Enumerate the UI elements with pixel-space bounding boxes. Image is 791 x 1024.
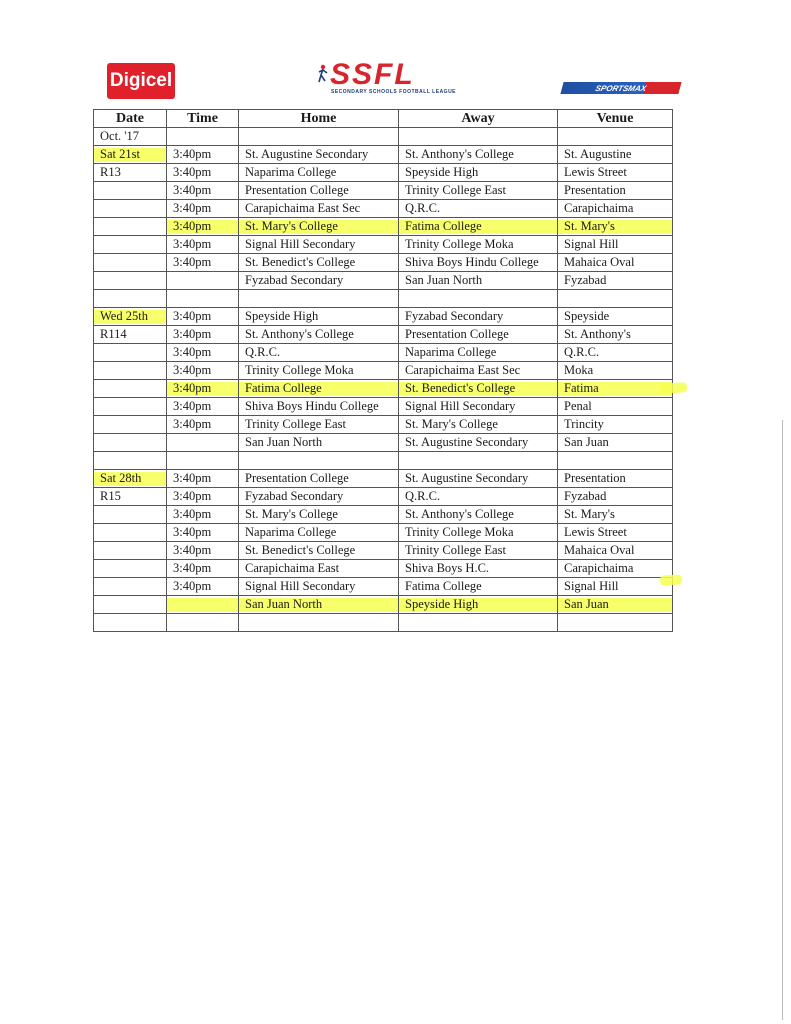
cell-time: 3:40pm <box>167 488 239 506</box>
cell-date <box>94 434 167 452</box>
header-row <box>94 110 673 128</box>
table-row <box>94 596 673 614</box>
cell-venue: Carapichaima <box>558 200 673 218</box>
cell-time: 3:40pm <box>167 236 239 254</box>
cell-away: Trinity College East <box>399 182 558 200</box>
column-header-date: Date <box>94 110 167 128</box>
cell-venue: Mahaica Oval <box>558 254 673 272</box>
scan-edge <box>782 420 783 1020</box>
cell-time: 3:40pm <box>167 308 239 326</box>
cell-venue: St. Mary's <box>558 506 673 524</box>
cell-home: Carapichaima East <box>239 560 399 578</box>
table-row <box>94 218 673 236</box>
cell-home: Trinity College Moka <box>239 362 399 380</box>
cell-date <box>94 344 167 362</box>
table-row <box>94 380 673 398</box>
cell-date: Sat 28th <box>94 470 167 488</box>
cell-date <box>94 506 167 524</box>
cell-venue <box>558 128 673 146</box>
cell-away: Fatima College <box>399 218 558 236</box>
cell-home: Speyside High <box>239 308 399 326</box>
cell-venue: Trincity <box>558 416 673 434</box>
cell-time: 3:40pm <box>167 578 239 596</box>
cell-date <box>94 524 167 542</box>
cell-date <box>94 398 167 416</box>
table-row <box>94 326 673 344</box>
cell-time <box>167 128 239 146</box>
column-header-venue: Venue <box>558 110 673 128</box>
cell-away: Fatima College <box>399 578 558 596</box>
cell-home: Trinity College East <box>239 416 399 434</box>
cell-time <box>167 452 239 470</box>
cell-time: 3:40pm <box>167 416 239 434</box>
cell-away: San Juan North <box>399 272 558 290</box>
league-name: SECONDARY SCHOOLS FOOTBALL LEAGUE <box>330 89 457 95</box>
cell-home <box>239 614 399 632</box>
table-row <box>94 524 673 542</box>
table-row <box>94 578 673 596</box>
cell-away: St. Benedict's College <box>399 380 558 398</box>
cell-home: Naparima College <box>239 164 399 182</box>
cell-home: St. Mary's College <box>239 218 399 236</box>
table-row <box>94 236 673 254</box>
cell-date <box>94 380 167 398</box>
cell-away: St. Augustine Secondary <box>399 470 558 488</box>
table-row <box>94 434 673 452</box>
cell-away: Fyzabad Secondary <box>399 308 558 326</box>
cell-venue <box>558 452 673 470</box>
cell-venue: Lewis Street <box>558 164 673 182</box>
cell-home <box>239 128 399 146</box>
cell-venue: Signal Hill <box>558 236 673 254</box>
cell-home: San Juan North <box>239 596 399 614</box>
cell-venue: Mahaica Oval <box>558 542 673 560</box>
cell-venue: Presentation <box>558 182 673 200</box>
cell-venue: Fatima <box>558 380 673 398</box>
table-row <box>94 362 673 380</box>
cell-home: Q.R.C. <box>239 344 399 362</box>
cell-venue: Lewis Street <box>558 524 673 542</box>
table-row <box>94 200 673 218</box>
cell-time <box>167 272 239 290</box>
cell-venue <box>558 614 673 632</box>
cell-venue: St. Mary's <box>558 218 673 236</box>
cell-away: St. Anthony's College <box>399 506 558 524</box>
cell-away: Shiva Boys H.C. <box>399 560 558 578</box>
cell-time: 3:40pm <box>167 200 239 218</box>
cell-away: Q.R.C. <box>399 488 558 506</box>
cell-time: 3:40pm <box>167 524 239 542</box>
cell-time: 3:40pm <box>167 326 239 344</box>
table-row <box>94 164 673 182</box>
cell-home: Signal Hill Secondary <box>239 236 399 254</box>
cell-time: 3:40pm <box>167 506 239 524</box>
cell-away: Q.R.C. <box>399 200 558 218</box>
cell-away <box>399 452 558 470</box>
cell-date: R13 <box>94 164 167 182</box>
cell-time: 3:40pm <box>167 164 239 182</box>
cell-time <box>167 614 239 632</box>
cell-venue <box>558 290 673 308</box>
cell-home: Signal Hill Secondary <box>239 578 399 596</box>
table-row <box>94 254 673 272</box>
cell-date <box>94 272 167 290</box>
table-row <box>94 560 673 578</box>
cell-away: Speyside High <box>399 596 558 614</box>
cell-date <box>94 290 167 308</box>
cell-venue: Presentation <box>558 470 673 488</box>
cell-date <box>94 596 167 614</box>
cell-home: St. Benedict's College <box>239 542 399 560</box>
cell-date <box>94 254 167 272</box>
cell-venue: Fyzabad <box>558 488 673 506</box>
cell-time: 3:40pm <box>167 470 239 488</box>
cell-venue: San Juan <box>558 596 673 614</box>
table-row <box>94 128 673 146</box>
cell-date <box>94 362 167 380</box>
cell-away <box>399 128 558 146</box>
cell-date <box>94 542 167 560</box>
cell-venue: St. Anthony's <box>558 326 673 344</box>
cell-away: Speyside High <box>399 164 558 182</box>
table-row <box>94 308 673 326</box>
cell-home: Fatima College <box>239 380 399 398</box>
cell-home: Carapichaima East Sec <box>239 200 399 218</box>
table-row <box>94 470 673 488</box>
table-row <box>94 182 673 200</box>
cell-date <box>94 560 167 578</box>
cell-away: Trinity College Moka <box>399 236 558 254</box>
cell-away: St. Mary's College <box>399 416 558 434</box>
cell-venue: Penal <box>558 398 673 416</box>
cell-venue: Moka <box>558 362 673 380</box>
cell-home: St. Augustine Secondary <box>239 146 399 164</box>
cell-time: 3:40pm <box>167 218 239 236</box>
table-row <box>94 290 673 308</box>
cell-away: Signal Hill Secondary <box>399 398 558 416</box>
cell-away: Presentation College <box>399 326 558 344</box>
column-header-time: Time <box>167 110 239 128</box>
cell-away: Carapichaima East Sec <box>399 362 558 380</box>
digicel-logo: Digicel <box>107 63 175 99</box>
cell-time: 3:40pm <box>167 398 239 416</box>
highlight-mark <box>660 574 682 585</box>
cell-home: Presentation College <box>239 182 399 200</box>
cell-home: Naparima College <box>239 524 399 542</box>
cell-venue: St. Augustine <box>558 146 673 164</box>
cell-date: Wed 25th <box>94 308 167 326</box>
cell-home: St. Mary's College <box>239 506 399 524</box>
cell-time: 3:40pm <box>167 542 239 560</box>
cell-away: St. Anthony's College <box>399 146 558 164</box>
table-row <box>94 146 673 164</box>
cell-venue: San Juan <box>558 434 673 452</box>
cell-away: St. Augustine Secondary <box>399 434 558 452</box>
cell-home: St. Benedict's College <box>239 254 399 272</box>
cell-venue: Carapichaima <box>558 560 673 578</box>
cell-home: St. Anthony's College <box>239 326 399 344</box>
cell-date <box>94 452 167 470</box>
cell-venue: Q.R.C. <box>558 344 673 362</box>
table-row <box>94 542 673 560</box>
sportsmax-logo: SPORTSMAX <box>560 82 681 94</box>
cell-home: Fyzabad Secondary <box>239 488 399 506</box>
cell-away <box>399 290 558 308</box>
cell-home <box>239 452 399 470</box>
cell-venue: Signal Hill <box>558 578 673 596</box>
footballer-icon <box>318 64 328 84</box>
table-row <box>94 614 673 632</box>
cell-time: 3:40pm <box>167 344 239 362</box>
ssfl-logo <box>312 60 475 98</box>
cell-away: Trinity College East <box>399 542 558 560</box>
cell-date <box>94 416 167 434</box>
cell-home: San Juan North <box>239 434 399 452</box>
cell-home <box>239 290 399 308</box>
cell-away: Naparima College <box>399 344 558 362</box>
ssfl-wordmark: SSFL <box>330 58 415 91</box>
cell-away: Shiva Boys Hindu College <box>399 254 558 272</box>
column-header-away: Away <box>399 110 558 128</box>
cell-venue: Speyside <box>558 308 673 326</box>
cell-time: 3:40pm <box>167 380 239 398</box>
cell-date <box>94 236 167 254</box>
cell-time: 3:40pm <box>167 560 239 578</box>
cell-date <box>94 614 167 632</box>
cell-date: Oct. '17 <box>94 128 167 146</box>
cell-date <box>94 200 167 218</box>
table-row <box>94 506 673 524</box>
cell-away: Trinity College Moka <box>399 524 558 542</box>
fixture-table <box>93 109 673 632</box>
cell-date: Sat 21st <box>94 146 167 164</box>
cell-home: Shiva Boys Hindu College <box>239 398 399 416</box>
cell-date: R15 <box>94 488 167 506</box>
cell-time: 3:40pm <box>167 182 239 200</box>
cell-time: 3:40pm <box>167 362 239 380</box>
cell-date <box>94 578 167 596</box>
table-row <box>94 344 673 362</box>
cell-time: 3:40pm <box>167 254 239 272</box>
cell-time: 3:40pm <box>167 146 239 164</box>
cell-date <box>94 182 167 200</box>
cell-home: Presentation College <box>239 470 399 488</box>
table-row <box>94 488 673 506</box>
cell-time <box>167 434 239 452</box>
cell-date <box>94 218 167 236</box>
highlight-mark <box>660 382 688 394</box>
table-row <box>94 452 673 470</box>
cell-time <box>167 596 239 614</box>
column-header-home: Home <box>239 110 399 128</box>
cell-venue: Fyzabad <box>558 272 673 290</box>
table-row <box>94 272 673 290</box>
cell-time <box>167 290 239 308</box>
cell-away <box>399 614 558 632</box>
table-row <box>94 416 673 434</box>
table-row <box>94 398 673 416</box>
cell-date: R114 <box>94 326 167 344</box>
cell-home: Fyzabad Secondary <box>239 272 399 290</box>
